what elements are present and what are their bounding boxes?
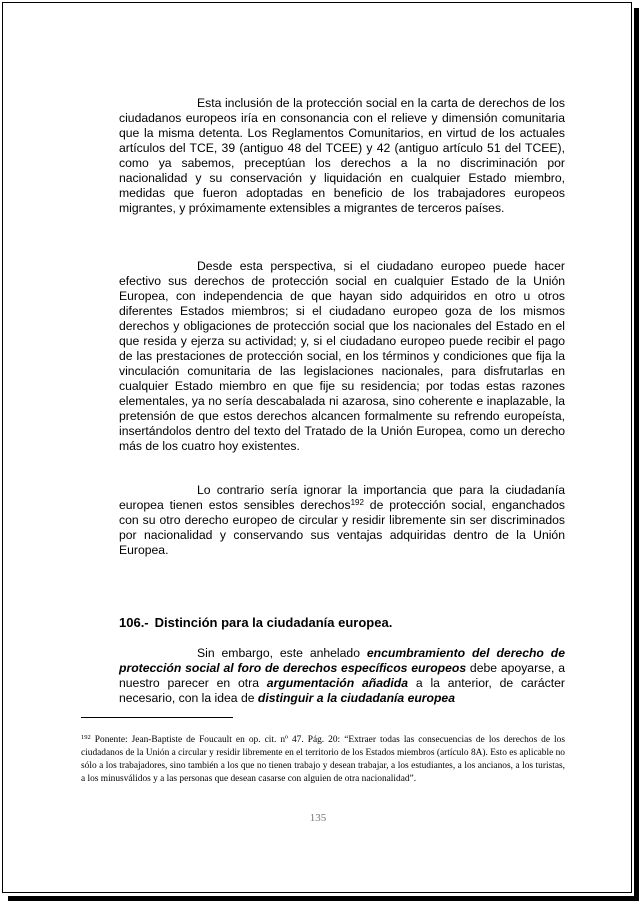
- section-title: Distinción para la ciudadanía europea.: [154, 615, 393, 630]
- paragraph-4-text-c: debe apoyarse, a nuestro parecer en otra: [119, 661, 565, 690]
- paragraph-4-emphasis-1: encumbramiento del derecho de protección social al foro de derechos específicos europeos: [119, 646, 565, 675]
- footnote-text: Ponente: Jean-Baptiste de Foucault en op. cit. nº 47. Pág. 20: “Extraer todas las consecuencias de los derechos de los ciudadanos de la Unión a circular y residir libremente en el territorio de los Estados miembros (artículo 8A). Esto es aplicable no sólo a los trabajadores, sino también a los que no tienen trabajo y desean trabajar, a los estudiantes, a los ancianos, a los turistas, a los minusválidos y a las personas que desean casarse con alguien de otra nacionalidad”.: [81, 735, 565, 784]
- paragraph-3: [119, 483, 565, 558]
- paragraph-3-text-before: Lo contrario sería ignorar la importancia que para la ciudadanía europea tienen estos sensibles derechos: [119, 483, 565, 512]
- paragraph-4-text-e: a la anterior, de carácter necesario, con la idea de: [119, 676, 565, 705]
- paragraph-4-emphasis-3: distinguir a la ciudadanía europea: [257, 691, 455, 705]
- paragraph-2: [119, 259, 565, 454]
- section-heading: [119, 615, 392, 630]
- document-page: [2, 2, 632, 893]
- paragraph-4-text-a: Sin embargo, este anhelado: [197, 646, 367, 660]
- footnote: [81, 734, 565, 786]
- page-number: 135: [309, 812, 327, 824]
- paragraph-1-text: Esta inclusión de la protección social en la carta de derechos de los ciudadanos europeos iría en consonancia con el relieve y dimensión comunitaria que la misma detenta. Los Reglamentos Comunitarios, en virtud de los actuales artículos del TCE, 39 (antiguo 48 del TCEE) y 42 (antiguo artículo 51 del TCEE), como ya sabemos, preceptúan los derechos a la no discriminación por nacionalidad y su conservación y liquidación en cualquier Estado miembro, medidas que fueron adoptadas en beneficio de los trabajadores europeos migrantes, y próximamente extensibles a migrantes de terceros países.: [119, 96, 565, 215]
- footnote-reference[interactable]: 192: [350, 498, 364, 507]
- page-shadow-bottom: [8, 896, 639, 901]
- paragraph-1: [119, 96, 565, 216]
- footnote-number: 192: [81, 734, 91, 741]
- paragraph-4-emphasis-2: argumentación añadida: [266, 676, 409, 690]
- paragraph-3-text-after: de protección social, enganchados con su otro derecho europeo de circular y residir libremente sin ser discriminados por nacionalidad y conservando sus ventajas adquiridas dentro de la Unión Europea.: [119, 498, 565, 557]
- paragraph-2-text: Desde esta perspectiva, si el ciudadano europeo puede hacer efectivo sus derechos de protección social en cualquier Estado de la Unión Europea, con independencia de que hayan sido adquiridos en otro u otros diferentes Estados miembros; si el ciudadano europeo goza de los mismos derechos y obligaciones de protección social que los nacionales del Estado en el que resida y ejerza su actividad; y, si el ciudadano europeo puede recibir el pago de las prestaciones de protección social, en los términos y condiciones que fija la vinculación comunitaria de las legislaciones nacionales, para disfrutarlas en cualquier Estado miembro en que fije su residencia; por todas estas razones elementales, ya no sería descabalada ni azarosa, sino coherente e inaplazable, la pretensión de que estos derechos alcancen formalmente su refrendo europeísta, insertándolos dentro del texto del Tratado de la Unión Europea, como un derecho más de los cuatro hoy existentes.: [119, 259, 565, 453]
- paragraph-4: [119, 646, 565, 706]
- page-shadow-right: [634, 8, 639, 900]
- section-number: 106.-: [119, 615, 149, 630]
- footnote-separator: [81, 717, 233, 718]
